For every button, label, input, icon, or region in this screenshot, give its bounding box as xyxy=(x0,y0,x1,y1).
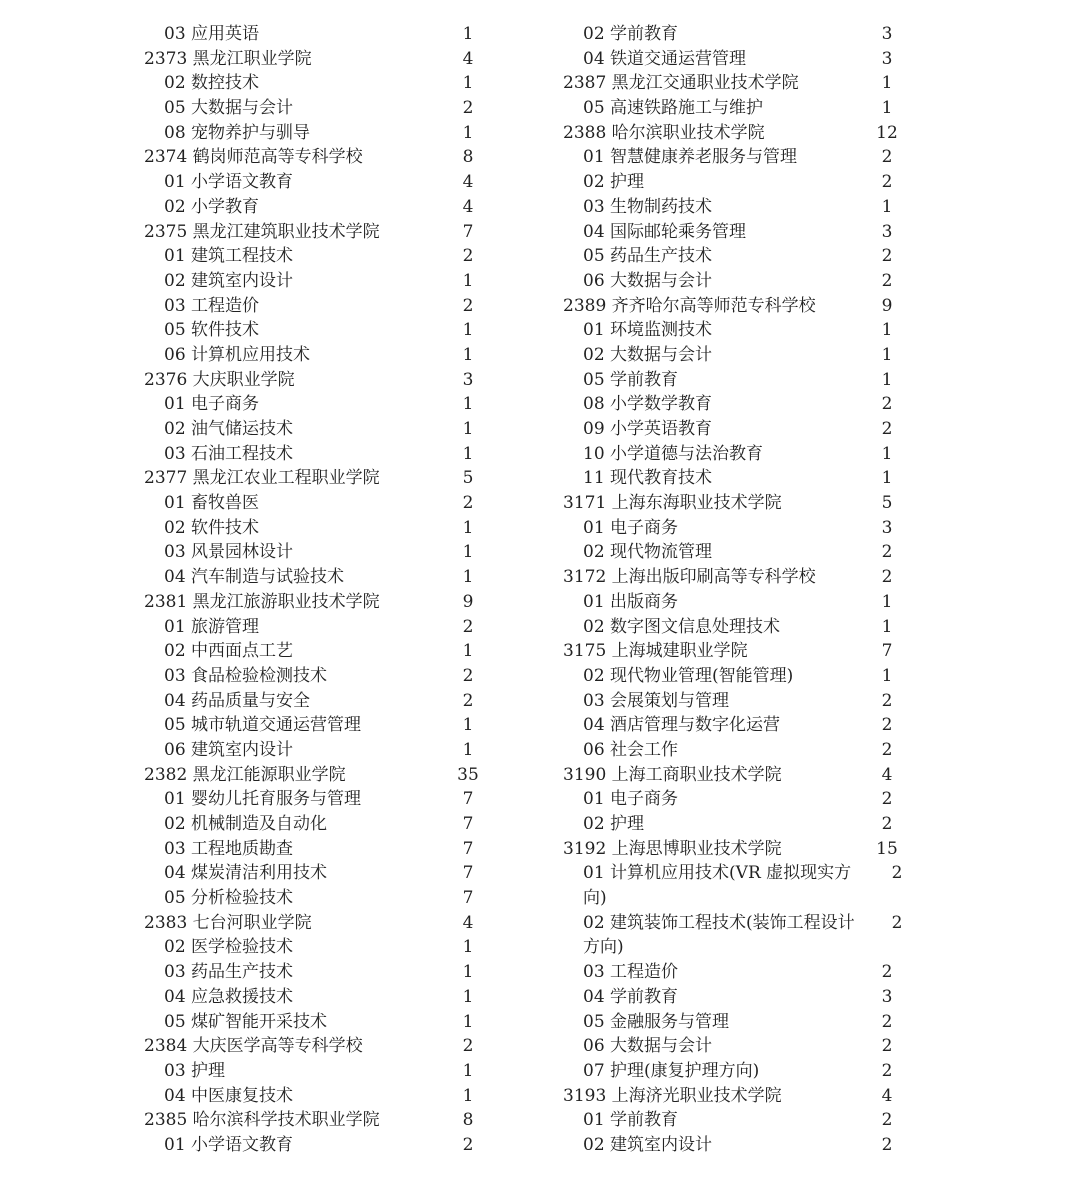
school-name: 2388 哈尔滨职业技术学院 xyxy=(563,122,765,143)
major-name: 07 护理(康复护理方向) xyxy=(583,1060,760,1081)
major-name: 02 软件技术 xyxy=(164,517,260,538)
enrollment-count: 4 xyxy=(462,912,474,933)
enrollment-count: 2 xyxy=(462,616,474,637)
enrollment-count: 7 xyxy=(462,888,474,909)
enrollment-count: 7 xyxy=(462,863,474,884)
major-row xyxy=(0,861,540,886)
major-name: 01 学前教育 xyxy=(583,1110,679,1131)
school-row xyxy=(540,491,1080,516)
enrollment-count: 7 xyxy=(881,641,893,662)
major-row xyxy=(0,294,540,319)
major-row xyxy=(540,442,1080,467)
major-row xyxy=(540,1059,1080,1084)
school-name: 2387 黑龙江交通职业技术学院 xyxy=(563,73,799,94)
major-row xyxy=(540,1034,1080,1059)
major-name: 02 现代物业管理(智能管理) xyxy=(583,665,794,686)
enrollment-count: 1 xyxy=(462,394,474,415)
major-row xyxy=(0,787,540,812)
school-row xyxy=(0,1034,540,1059)
enrollment-count: 2 xyxy=(881,147,893,168)
enrollment-count: 2 xyxy=(891,863,903,884)
major-name: 02 小学教育 xyxy=(164,196,260,217)
enrollment-count: 2 xyxy=(881,172,893,193)
major-row xyxy=(0,442,540,467)
major-name: 02 建筑装饰工程技术(装饰工程设计方向) xyxy=(583,912,855,958)
enrollment-count: 1 xyxy=(462,419,474,439)
major-name: 03 护理 xyxy=(164,1060,226,1081)
major-name: 03 工程造价 xyxy=(583,962,679,983)
major-row xyxy=(540,220,1080,245)
major-row xyxy=(540,1010,1080,1035)
school-name: 3171 上海东海职业技术学院 xyxy=(563,493,782,514)
enrollment-count: 2 xyxy=(881,1011,893,1032)
major-name: 03 石油工程技术 xyxy=(164,443,294,464)
major-row xyxy=(540,540,1080,565)
major-row xyxy=(540,861,1080,910)
major-name: 02 护理 xyxy=(583,814,645,834)
major-row xyxy=(540,812,1080,837)
major-row xyxy=(0,96,540,121)
major-name: 02 建筑室内设计 xyxy=(583,1134,713,1155)
major-name: 06 大数据与会计 xyxy=(583,1036,713,1057)
enrollment-count: 2 xyxy=(462,665,474,686)
major-name: 03 应用英语 xyxy=(164,24,260,44)
major-row xyxy=(540,96,1080,121)
enrollment-count: 1 xyxy=(462,1085,474,1106)
major-row xyxy=(0,886,540,911)
major-row xyxy=(540,466,1080,491)
major-name: 03 工程地质勘查 xyxy=(164,838,294,859)
major-name: 05 城市轨道交通运营管理 xyxy=(164,715,362,736)
major-row xyxy=(540,1133,1080,1158)
major-row xyxy=(540,713,1080,738)
enrollment-count: 1 xyxy=(462,320,474,341)
major-name: 06 计算机应用技术 xyxy=(164,344,311,365)
enrollment-count: 2 xyxy=(881,542,893,563)
school-row xyxy=(0,590,540,615)
enrollment-count: 3 xyxy=(881,986,893,1007)
school-name: 2376 大庆职业学院 xyxy=(144,369,295,390)
enrollment-count: 2 xyxy=(462,295,474,316)
school-row xyxy=(0,47,540,72)
major-name: 01 出版商务 xyxy=(583,591,679,612)
school-name: 2384 大庆医学高等专科学校 xyxy=(144,1036,363,1057)
major-name: 04 中医康复技术 xyxy=(164,1085,294,1106)
major-row xyxy=(540,269,1080,294)
major-name: 01 电子商务 xyxy=(583,789,679,810)
enrollment-count: 1 xyxy=(462,962,474,983)
major-name: 01 建筑工程技术 xyxy=(164,246,294,267)
enrollment-count: 1 xyxy=(881,369,893,390)
school-name: 2374 鹤岗师范高等专科学校 xyxy=(144,147,363,168)
major-name: 04 铁道交通运营管理 xyxy=(583,48,747,69)
major-name: 04 汽车制造与试验技术 xyxy=(164,567,345,588)
school-name: 3193 上海济光职业技术学院 xyxy=(563,1085,782,1106)
major-row xyxy=(0,1059,540,1084)
major-name: 05 分析检验技术 xyxy=(164,888,294,909)
enrollment-count: 2 xyxy=(881,814,893,834)
enrollment-count: 1 xyxy=(881,591,893,612)
enrollment-count: 2 xyxy=(881,1060,893,1081)
major-row xyxy=(540,244,1080,269)
major-row xyxy=(0,121,540,146)
major-name: 02 中西面点工艺 xyxy=(164,641,294,662)
enrollment-count: 5 xyxy=(881,493,893,514)
major-name: 02 数控技术 xyxy=(164,73,260,94)
enrollment-count: 1 xyxy=(462,542,474,563)
school-name: 2385 哈尔滨科学技术职业学院 xyxy=(144,1110,380,1131)
enrollment-count: 8 xyxy=(462,1110,474,1131)
school-name: 2383 七台河职业学院 xyxy=(144,912,312,933)
major-name: 11 现代教育技术 xyxy=(583,468,713,489)
major-name: 05 软件技术 xyxy=(164,320,260,341)
major-name: 01 环境监测技术 xyxy=(583,320,713,341)
school-row xyxy=(540,1084,1080,1109)
major-name: 04 国际邮轮乘务管理 xyxy=(583,221,747,242)
major-row xyxy=(540,195,1080,220)
major-row xyxy=(0,491,540,516)
enrollment-count: 2 xyxy=(462,1134,474,1155)
major-name: 01 旅游管理 xyxy=(164,616,260,637)
enrollment-count: 1 xyxy=(462,1011,474,1032)
school-name: 3172 上海出版印刷高等专科学校 xyxy=(563,567,816,588)
major-name: 02 数字图文信息处理技术 xyxy=(583,616,781,637)
enrollment-count: 1 xyxy=(462,937,474,958)
major-row xyxy=(0,565,540,590)
school-name: 2382 黑龙江能源职业学院 xyxy=(144,764,346,785)
major-name: 05 煤矿智能开采技术 xyxy=(164,1011,328,1032)
major-row xyxy=(0,417,540,442)
enrollment-count: 8 xyxy=(462,147,474,168)
major-name: 06 建筑室内设计 xyxy=(164,739,294,760)
major-row xyxy=(0,960,540,985)
school-row xyxy=(0,1108,540,1133)
major-name: 02 学前教育 xyxy=(583,24,679,44)
enrollment-count: 2 xyxy=(881,270,893,291)
major-row xyxy=(540,47,1080,72)
school-name: 2389 齐齐哈尔高等师范专科学校 xyxy=(563,295,816,316)
enrollment-count: 2 xyxy=(881,246,893,267)
enrollment-count: 2 xyxy=(462,246,474,267)
major-row xyxy=(0,713,540,738)
major-row xyxy=(540,615,1080,640)
major-row xyxy=(0,170,540,195)
major-row xyxy=(540,738,1080,763)
major-row xyxy=(0,71,540,96)
major-name: 01 电子商务 xyxy=(164,394,260,415)
school-row xyxy=(0,220,540,245)
major-name: 02 现代物流管理 xyxy=(583,542,713,563)
enrollment-count: 1 xyxy=(881,344,893,365)
school-row xyxy=(0,466,540,491)
enrollment-count: 2 xyxy=(881,1036,893,1057)
major-row xyxy=(0,540,540,565)
school-row xyxy=(540,565,1080,590)
school-row xyxy=(0,368,540,393)
major-name: 05 高速铁路施工与维护 xyxy=(583,98,764,119)
enrollment-count: 4 xyxy=(462,48,474,69)
major-row xyxy=(0,639,540,664)
enrollment-count: 2 xyxy=(881,567,893,588)
school-name: 3192 上海思博职业技术学院 xyxy=(563,838,782,859)
enrollment-count: 1 xyxy=(462,517,474,538)
major-row xyxy=(0,664,540,689)
major-row xyxy=(540,1108,1080,1133)
major-name: 03 药品生产技术 xyxy=(164,962,294,983)
enrollment-count: 1 xyxy=(462,1060,474,1081)
enrollment-count: 1 xyxy=(462,739,474,760)
major-row xyxy=(0,392,540,417)
major-row xyxy=(0,22,540,47)
school-name: 2377 黑龙江农业工程职业学院 xyxy=(144,468,380,489)
major-name: 03 食品检验检测技术 xyxy=(164,665,328,686)
major-row xyxy=(540,516,1080,541)
school-name: 2375 黑龙江建筑职业技术学院 xyxy=(144,221,380,242)
enrollment-count: 2 xyxy=(881,962,893,983)
major-row xyxy=(540,343,1080,368)
school-row xyxy=(0,763,540,788)
school-row xyxy=(0,145,540,170)
major-name: 08 宠物养护与驯导 xyxy=(164,122,311,143)
enrollment-count: 1 xyxy=(881,196,893,217)
enrollment-count: 2 xyxy=(881,690,893,711)
enrollment-count: 3 xyxy=(462,369,474,390)
major-row xyxy=(540,960,1080,985)
enrollment-count: 1 xyxy=(462,715,474,736)
major-row xyxy=(0,615,540,640)
enrollment-count: 2 xyxy=(462,690,474,711)
major-row xyxy=(0,935,540,960)
major-row xyxy=(540,985,1080,1010)
major-name: 01 电子商务 xyxy=(583,517,679,538)
major-name: 05 大数据与会计 xyxy=(164,98,294,119)
major-row xyxy=(540,417,1080,442)
major-row xyxy=(0,812,540,837)
school-row xyxy=(540,294,1080,319)
major-name: 01 智慧健康养老服务与管理 xyxy=(583,147,798,168)
enrollment-count: 4 xyxy=(881,764,893,785)
major-row xyxy=(0,343,540,368)
enrollment-count: 1 xyxy=(462,122,474,143)
enrollment-count: 4 xyxy=(462,172,474,193)
major-name: 04 药品质量与安全 xyxy=(164,690,311,711)
enrollment-count: 2 xyxy=(881,1110,893,1131)
major-row xyxy=(540,170,1080,195)
major-name: 03 会展策划与管理 xyxy=(583,690,730,711)
major-name: 06 社会工作 xyxy=(583,739,679,760)
major-name: 02 油气储运技术 xyxy=(164,419,294,439)
enrollment-count: 2 xyxy=(881,1134,893,1155)
enrollment-count: 9 xyxy=(462,591,474,612)
major-name: 04 学前教育 xyxy=(583,986,679,1007)
major-row xyxy=(0,244,540,269)
major-name: 05 药品生产技术 xyxy=(583,246,713,267)
major-row xyxy=(0,269,540,294)
major-row xyxy=(0,1133,540,1158)
enrollment-count: 7 xyxy=(462,789,474,810)
school-row xyxy=(540,71,1080,96)
enrollment-count: 1 xyxy=(881,98,893,119)
major-row xyxy=(0,195,540,220)
enrollment-count: 1 xyxy=(881,443,893,464)
enrollment-count: 15 xyxy=(876,838,898,859)
major-name: 10 小学道德与法治教育 xyxy=(583,443,764,464)
major-name: 01 婴幼儿托育服务与管理 xyxy=(164,789,362,810)
major-name: 01 小学语文教育 xyxy=(164,1134,294,1155)
major-name: 03 生物制药技术 xyxy=(583,196,713,217)
major-row xyxy=(540,590,1080,615)
enrollment-count: 3 xyxy=(881,48,893,69)
major-name: 04 应急救援技术 xyxy=(164,986,294,1007)
major-name: 06 大数据与会计 xyxy=(583,270,713,291)
major-name: 09 小学英语教育 xyxy=(583,419,713,439)
major-row xyxy=(540,22,1080,47)
major-name: 03 工程造价 xyxy=(164,295,260,316)
major-name: 02 护理 xyxy=(583,172,645,193)
school-row xyxy=(540,837,1080,862)
major-name: 05 学前教育 xyxy=(583,369,679,390)
school-row xyxy=(540,121,1080,146)
school-row xyxy=(0,911,540,936)
enrollment-count: 12 xyxy=(876,122,898,143)
enrollment-count: 2 xyxy=(462,493,474,514)
enrollment-count: 1 xyxy=(881,73,893,94)
enrollment-count: 2 xyxy=(891,912,903,933)
enrollment-count: 2 xyxy=(462,1036,474,1057)
enrollment-count: 7 xyxy=(462,221,474,242)
major-row xyxy=(540,392,1080,417)
enrollment-count: 2 xyxy=(462,98,474,119)
major-row xyxy=(540,664,1080,689)
school-name: 2373 黑龙江职业学院 xyxy=(144,48,312,69)
major-name: 01 小学语文教育 xyxy=(164,172,294,193)
enrollment-count: 4 xyxy=(881,1085,893,1106)
enrollment-count: 9 xyxy=(881,295,893,316)
major-row xyxy=(540,145,1080,170)
enrollment-count: 4 xyxy=(462,196,474,217)
school-row xyxy=(540,639,1080,664)
enrollment-count: 2 xyxy=(881,419,893,439)
major-name: 02 医学检验技术 xyxy=(164,937,294,958)
enrollment-count: 1 xyxy=(462,986,474,1007)
school-name: 2381 黑龙江旅游职业技术学院 xyxy=(144,591,380,612)
enrollment-count: 1 xyxy=(462,641,474,662)
major-name: 01 计算机应用技术(VR 虚拟现实方向) xyxy=(583,863,852,909)
major-row xyxy=(0,1010,540,1035)
major-row xyxy=(0,516,540,541)
major-name: 08 小学数学教育 xyxy=(583,394,713,415)
enrollment-count: 2 xyxy=(881,739,893,760)
major-row xyxy=(0,738,540,763)
major-row xyxy=(540,787,1080,812)
major-name: 02 建筑室内设计 xyxy=(164,270,294,291)
major-row xyxy=(0,985,540,1010)
enrollment-count: 7 xyxy=(462,838,474,859)
enrollment-count: 2 xyxy=(881,789,893,810)
major-name: 05 金融服务与管理 xyxy=(583,1011,730,1032)
enrollment-count: 1 xyxy=(881,665,893,686)
enrollment-count: 2 xyxy=(881,394,893,415)
enrollment-count: 1 xyxy=(462,443,474,464)
major-name: 01 畜牧兽医 xyxy=(164,493,260,514)
enrollment-count: 1 xyxy=(462,73,474,94)
enrollment-count: 3 xyxy=(881,24,893,44)
enrollment-count: 3 xyxy=(881,517,893,538)
major-row xyxy=(0,689,540,714)
left-column xyxy=(0,22,540,1158)
enrollment-count: 1 xyxy=(462,567,474,588)
enrollment-count: 3 xyxy=(881,221,893,242)
school-name: 3175 上海城建职业学院 xyxy=(563,641,748,662)
enrollment-count: 1 xyxy=(462,270,474,291)
enrollment-count: 1 xyxy=(881,468,893,489)
enrollment-count: 2 xyxy=(881,715,893,736)
enrollment-count: 5 xyxy=(462,468,474,489)
major-name: 02 大数据与会计 xyxy=(583,344,713,365)
school-row xyxy=(540,763,1080,788)
enrollment-count: 1 xyxy=(881,616,893,637)
enrollment-count: 1 xyxy=(462,344,474,365)
major-row xyxy=(0,837,540,862)
right-column xyxy=(540,22,1080,1158)
enrollment-count: 1 xyxy=(881,320,893,341)
major-name: 03 风景园林设计 xyxy=(164,542,294,563)
major-row xyxy=(540,318,1080,343)
enrollment-count: 7 xyxy=(462,814,474,834)
major-row xyxy=(540,911,1080,960)
enrollment-count: 35 xyxy=(457,764,479,785)
school-name: 3190 上海工商职业技术学院 xyxy=(563,764,782,785)
major-name: 04 煤炭清洁利用技术 xyxy=(164,863,328,884)
major-name: 02 机械制造及自动化 xyxy=(164,814,328,834)
major-row xyxy=(540,689,1080,714)
enrollment-count: 1 xyxy=(462,24,474,44)
major-row xyxy=(540,368,1080,393)
major-row xyxy=(0,1084,540,1109)
major-row xyxy=(0,318,540,343)
major-name: 04 酒店管理与数字化运营 xyxy=(583,715,781,736)
